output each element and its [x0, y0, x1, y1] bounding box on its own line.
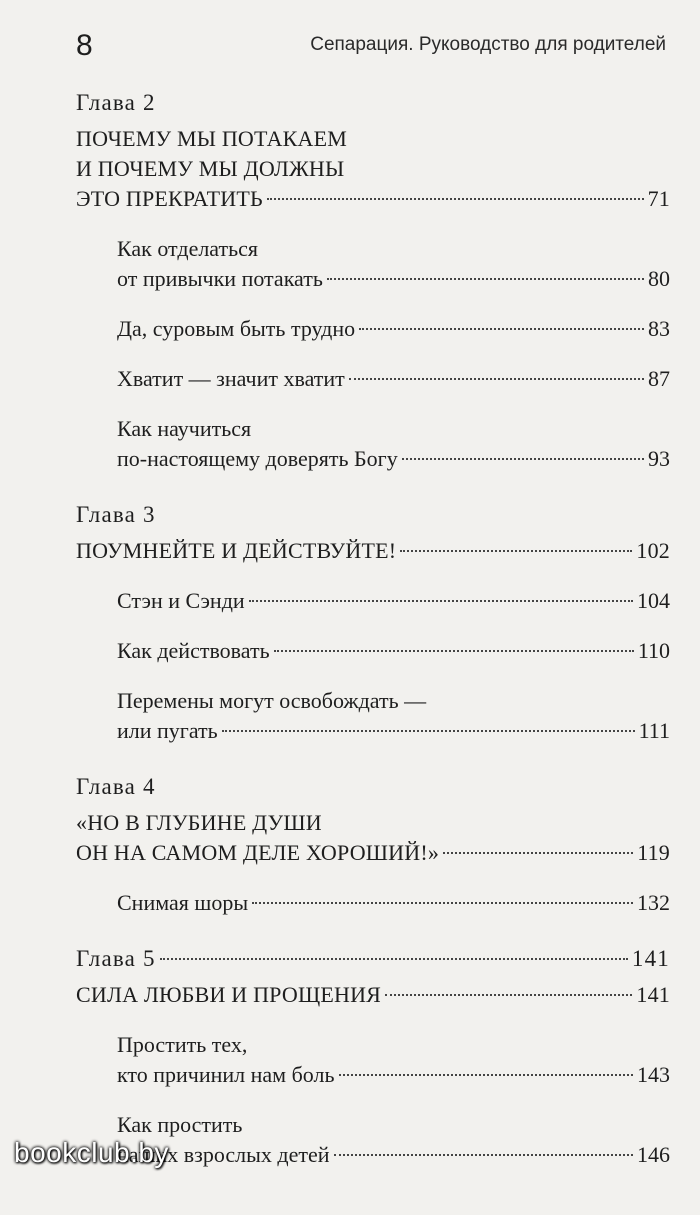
entry-page-number: 119: [637, 840, 670, 865]
entry-title-line: «НО В ГЛУБИНЕ ДУШИ: [76, 810, 322, 835]
toc-subentry: [76, 1030, 670, 1090]
running-head: Сепарация. Руководство для родителей: [310, 34, 666, 55]
entry-title-line: Простить тех,: [117, 1032, 248, 1057]
entry-page-number: 83: [648, 316, 670, 341]
entry-title-line: ОН НА САМОМ ДЕЛЕ ХОРОШИЙ!»: [76, 840, 440, 865]
dot-leader: [359, 327, 644, 330]
chapter-heading: Глава 2: [76, 90, 156, 115]
toc-entry: [76, 808, 670, 868]
table-of-contents: [76, 86, 670, 1170]
entry-page-number: 104: [637, 588, 670, 613]
chapter-heading: Глава 5: [76, 946, 156, 971]
toc-subentry: [76, 314, 670, 344]
toc-subentry: [76, 636, 670, 666]
dot-leader: [274, 649, 634, 652]
toc-entry: [76, 536, 670, 566]
toc-subentry: [76, 686, 670, 746]
entry-title-line: Как простить: [117, 1112, 243, 1137]
chapter-heading: Глава 4: [76, 774, 156, 799]
dot-leader: [252, 901, 633, 904]
toc-subentry: [76, 234, 670, 294]
entry-title-line: И ПОЧЕМУ МЫ ДОЛЖНЫ: [76, 156, 345, 181]
chapter-heading-row: [76, 942, 670, 976]
entry-title-line: Перемены могут освобождать —: [117, 688, 427, 713]
entry-title-line: Хватит — значит хватит: [117, 366, 345, 391]
dot-leader: [443, 851, 633, 854]
entry-page-number: 132: [637, 890, 670, 915]
dot-leader: [349, 377, 644, 380]
entry-title-line: Как отделаться: [117, 236, 259, 261]
entry-title-line: наших взрослых детей: [117, 1142, 330, 1167]
entry-page-number: 111: [638, 718, 670, 743]
dot-leader: [160, 957, 628, 960]
entry-title-line: СИЛА ЛЮБВИ И ПРОЩЕНИЯ: [76, 982, 382, 1007]
dot-leader: [222, 729, 635, 732]
toc-subentry: [76, 888, 670, 918]
entry-title-line: от привычки потакать: [117, 266, 323, 291]
entry-title-line: ПОУМНЕЙТЕ И ДЕЙСТВУЙТЕ!: [76, 538, 397, 563]
toc-entry: [76, 980, 670, 1010]
dot-leader: [339, 1073, 633, 1076]
entry-title-line: по-настоящему доверять Богу: [117, 446, 398, 471]
chapter-page-number: 141: [631, 946, 670, 971]
entry-page-number: 71: [647, 186, 670, 211]
entry-title-line: кто причинил нам боль: [117, 1062, 335, 1087]
entry-title-line: Как действовать: [117, 638, 270, 663]
page-number: 8: [76, 29, 93, 62]
toc-subentry: [76, 586, 670, 616]
entry-page-number: 80: [648, 266, 670, 291]
watermark-text: bookclub.by: [14, 1137, 169, 1168]
entry-page-number: 87: [648, 366, 670, 391]
toc-subentry: [76, 414, 670, 474]
dot-leader: [267, 197, 644, 200]
dot-leader: [385, 993, 632, 996]
entry-title-line: ПОЧЕМУ МЫ ПОТАКАЕМ: [76, 126, 348, 151]
dot-leader: [400, 549, 632, 552]
entry-page-number: 141: [636, 982, 670, 1007]
entry-page-number: 93: [648, 446, 670, 471]
entry-page-number: 146: [637, 1142, 670, 1167]
toc-entry: [76, 124, 670, 214]
entry-title-line: Как научиться: [117, 416, 252, 441]
entry-title-line: Снимая шоры: [117, 890, 249, 915]
dot-leader: [327, 277, 644, 280]
entry-page-number: 110: [637, 638, 670, 663]
entry-page-number: 102: [636, 538, 670, 563]
entry-page-number: 143: [637, 1062, 670, 1087]
entry-title-line: или пугать: [117, 718, 218, 743]
dot-leader: [334, 1153, 633, 1156]
dot-leader: [249, 599, 633, 602]
toc-subentry: [76, 364, 670, 394]
entry-title-line: Да, суровым быть трудно: [117, 316, 356, 341]
dot-leader: [402, 457, 644, 460]
entry-title-line: ЭТО ПРЕКРАТИТЬ: [76, 186, 263, 211]
entry-title-line: Стэн и Сэнди: [117, 588, 245, 613]
chapter-heading: Глава 3: [76, 502, 156, 527]
